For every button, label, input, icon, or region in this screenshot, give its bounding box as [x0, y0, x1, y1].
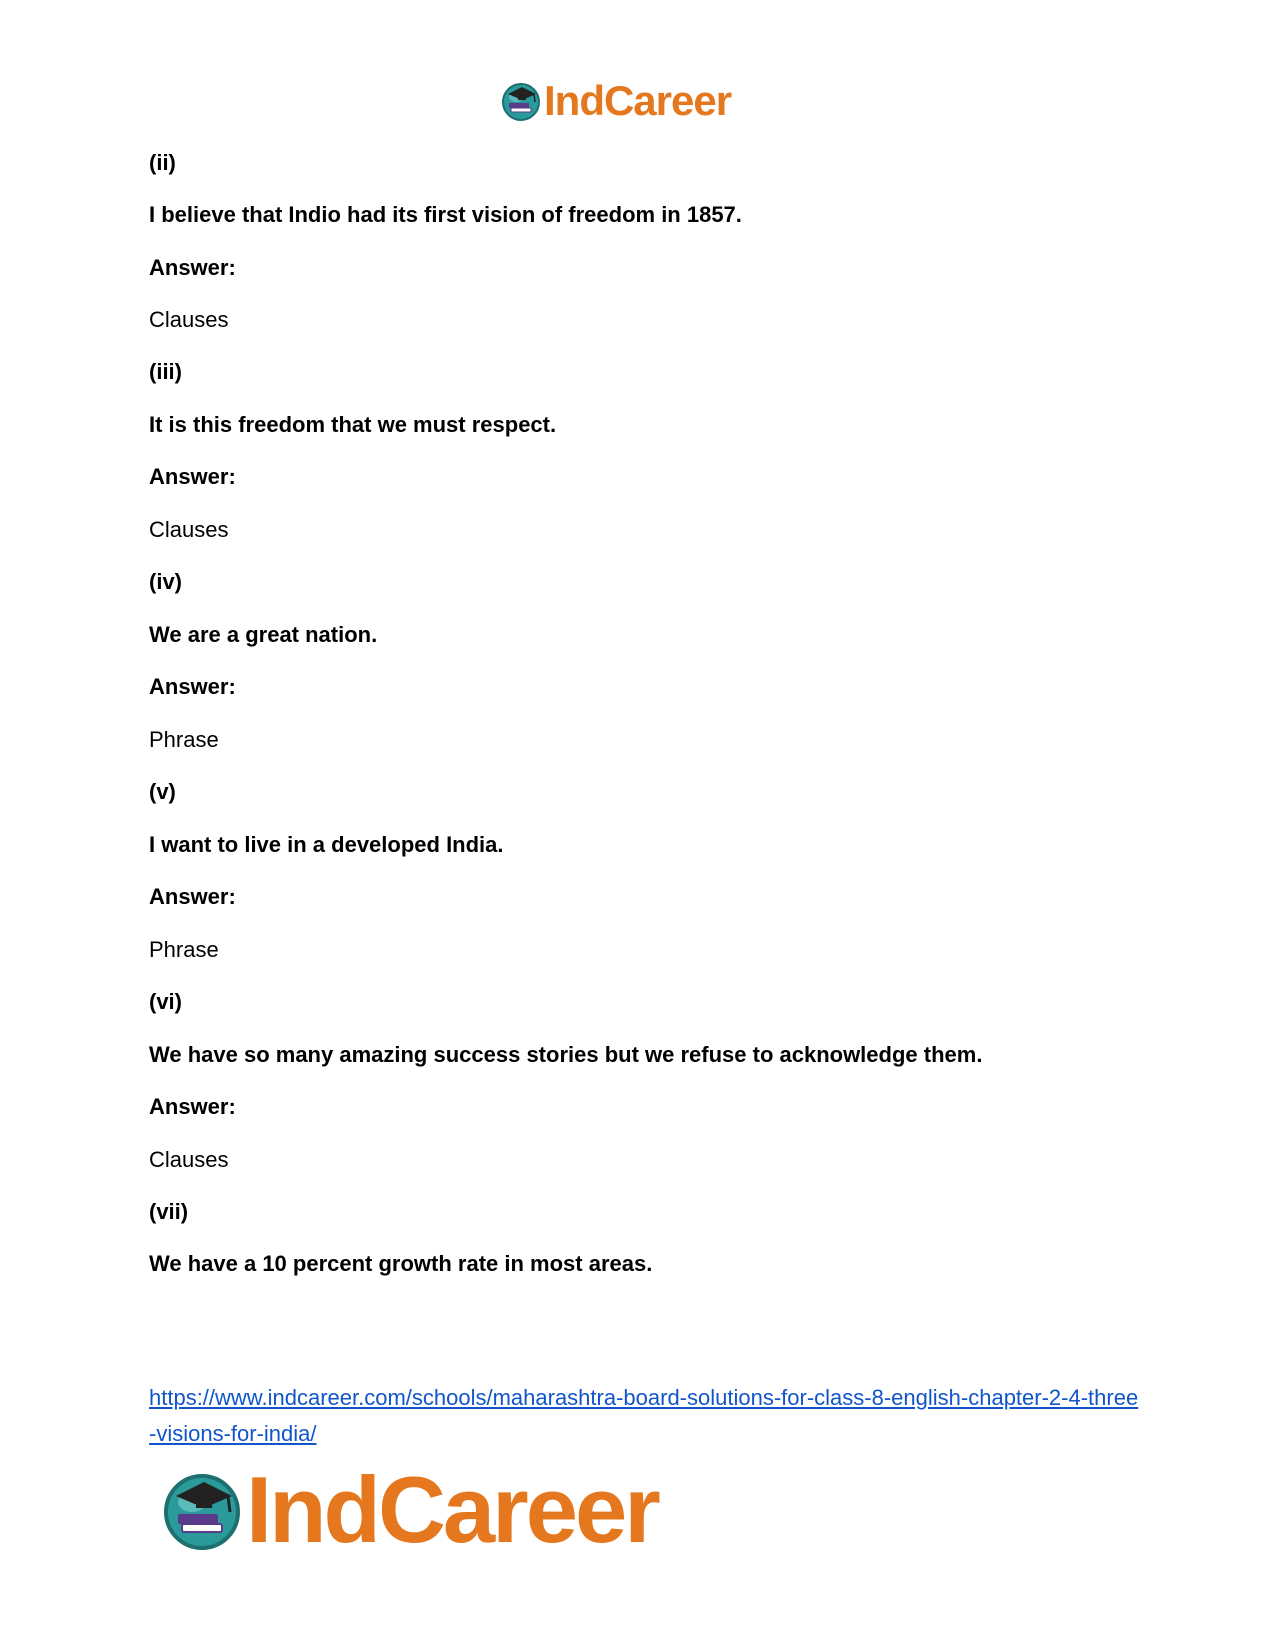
answer-label: Answer: [149, 464, 236, 489]
question-number: (vi) [149, 989, 182, 1014]
answer-text: Clauses [149, 1147, 229, 1172]
question-number: (iv) [149, 569, 182, 594]
answer-text: Clauses [149, 517, 229, 542]
source-link[interactable]: https://www.indcareer.com/schools/maharashtra-board-solutions-for-class-8-english-chapter-2-4-three-visions-for-india/ [149, 1385, 1139, 1446]
logo-globe-icon [160, 1468, 244, 1552]
header-logo [500, 78, 731, 124]
question-sentence: We are a great nation. [149, 622, 378, 647]
answer-text: Phrase [149, 727, 219, 752]
question-number: (ii) [149, 150, 176, 175]
question-sentence: We have so many amazing success stories but we refuse to acknowledge them. [149, 1042, 983, 1067]
header-logo-text: IndCareer [544, 77, 732, 124]
answer-text: Clauses [149, 307, 229, 332]
question-sentence: I want to live in a developed India. [149, 832, 504, 857]
question-sentence: It is this freedom that we must respect. [149, 412, 557, 437]
question-number: (v) [149, 779, 176, 804]
question-number: (iii) [149, 359, 182, 384]
answer-text: Phrase [149, 937, 219, 962]
question-sentence: We have a 10 percent growth rate in most areas. [149, 1251, 653, 1276]
logo-globe-icon [500, 80, 542, 122]
question-sentence: I believe that Indio had its first vision of freedom in 1857. [149, 202, 742, 227]
footer-logo-text: IndCareer [246, 1457, 658, 1562]
footer-logo [160, 1457, 658, 1562]
answer-label: Answer: [149, 674, 236, 699]
question-number: (vii) [149, 1199, 189, 1224]
answer-label: Answer: [149, 1094, 236, 1119]
answer-label: Answer: [149, 884, 236, 909]
answer-label: Answer: [149, 255, 236, 280]
